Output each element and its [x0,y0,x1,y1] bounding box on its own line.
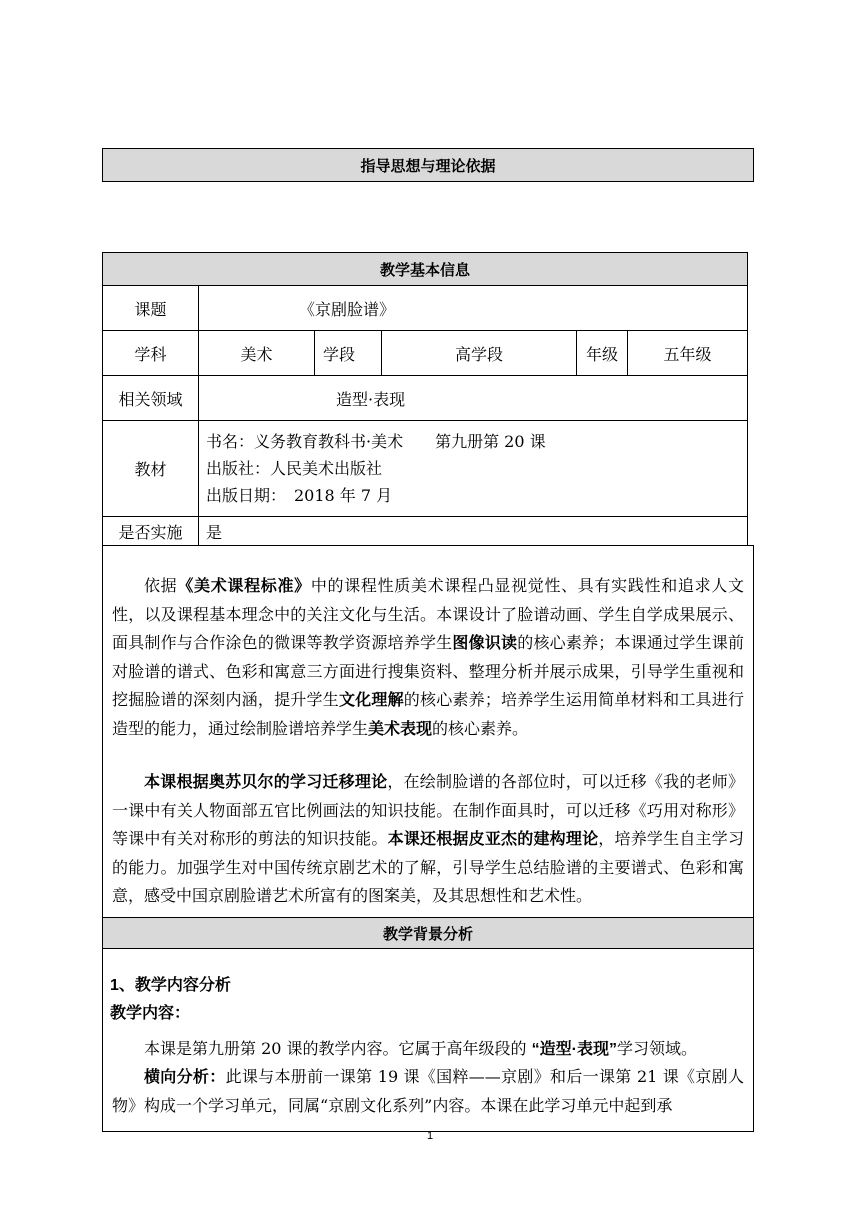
teaching-content-heading: 教学内容： [110,1005,191,1022]
stage-label: 学段 [314,330,382,376]
content-analysis-heading: 1、教学内容分析 [110,977,231,994]
section-header-basic-info: 教学基本信息 [102,252,748,286]
theory-paragraph-2: 本课根据奥苏贝尔的学习迁移理论，在绘制脸谱的各部位时，可以迁移《我的老师》一课中有关人物面部五官比例画法的知识技能。在制作面具时，可以迁移《巧用对称形》等课中有关对称形的剪法的知识技能。本课还根据皮亚杰的建构理论，培养学生自主学习的能力。加强学生对中国传统京剧艺术的了解，引导学生总结脸谱的主要谱式、色彩和寓意，感受中国京剧脸谱艺术所富有的图案美，及其思想性和艺术性。 [112,772,744,905]
grade-label: 年级 [576,330,628,376]
subject-value: 美术 [198,330,315,376]
grade-value: 五年级 [627,330,748,376]
topic-label: 课题 [102,285,199,331]
page-number: 1 [426,1130,434,1142]
implemented-label: 是否实施 [102,516,199,546]
domain-label: 相关领域 [102,375,199,421]
material-date: 出版日期： 2018 年 7 月 [206,486,393,505]
domain-value: 造型·表现 [198,375,748,421]
section-header-guiding-thought: 指导思想与理论依据 [102,148,754,182]
background-paragraph-1: 本课是第九册第 20 课的教学内容。它属于高年级段的 “造型·表现”学习领域。 [144,1039,697,1058]
material-book: 书名：义务教育教科书·美术 第九册第 20 课 [206,432,546,451]
stage-value: 高学段 [381,330,577,376]
implemented-value: 是 [198,516,748,546]
section-header-background: 教学背景分析 [102,917,754,949]
background-paragraph-2: 横向分析：此课与本册前一课第 19 课《国粹——京剧》和后一课第 21 课《京剧人物》构成一个学习单元，同属“京剧文化系列”内容。本课在此学习单元中起到承 [112,1067,744,1115]
subject-label: 学科 [102,330,199,376]
material-value [198,420,748,517]
material-publisher: 出版社：人民美术出版社 [206,459,383,478]
theory-paragraph-1: 依据《美术课程标准》中的课程性质美术课程凸显视觉性、具有实践性和追求人文性，以及课程基本理念中的关注文化与生活。本课设计了脸谱动画、学生自学成果展示、面具制作与合作涂色的微课等教学资源培养学生图像识读的核心素养；本课通过学生课前对脸谱的谱式、色彩和寓意三方面进行搜集资料、整理分析并展示成果，引导学生重视和挖掘脸谱的深刻内涵，提升学生文化理解的核心素养；培养学生运用简单材料和工具进行造型的能力，通过绘制脸谱培养学生美术表现的核心素养。 [112,576,744,738]
topic-value: 《京剧脸谱》 [198,285,748,331]
material-label: 教材 [102,420,199,517]
